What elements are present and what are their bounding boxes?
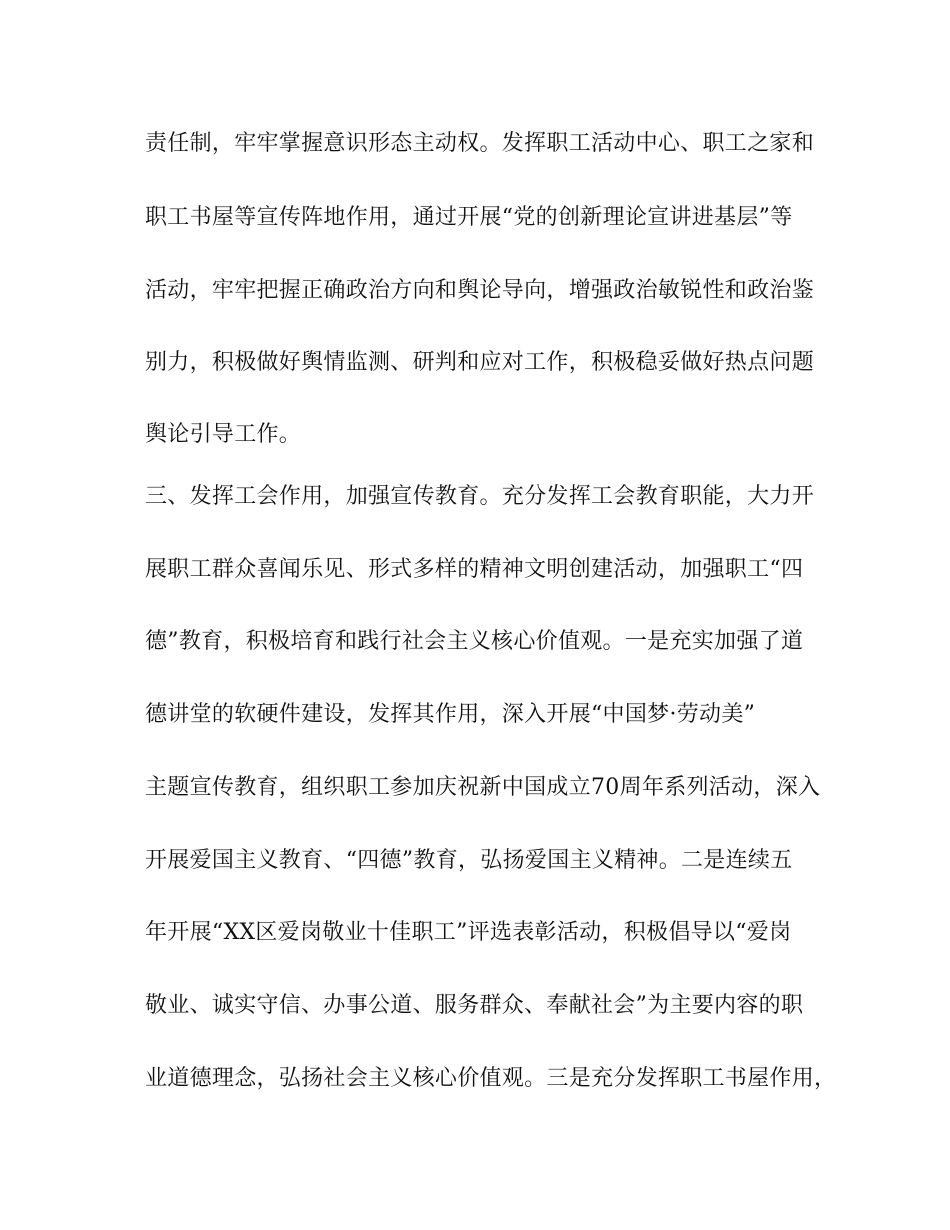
text-line: 舆论引导工作。 xyxy=(145,422,302,447)
text-line: 别力，积极做好舆情监测、研判和应对工作，积极稳妥做好热点问题 xyxy=(145,350,815,375)
text-line: 开展爱国主义教育、“四德”教育，弘扬爱国主义精神。二是连续五 xyxy=(145,848,793,873)
text-line: 德”教育，积极培育和践行社会主义核心价值观。一是充实加强了道 xyxy=(145,629,804,654)
text-line: 年开展“XX区爱岗敬业十佳职工”评选表彰活动，积极倡导以“爱岗 xyxy=(145,920,792,945)
text-line: 职工书屋等宣传阵地作用，通过开展“党的创新理论宣讲进基层”等 xyxy=(145,205,793,230)
text-line: 德讲堂的软硬件建设，发挥其作用，深入开展“中国梦·劳动美” xyxy=(145,702,756,727)
text-line: 展职工群众喜闻乐见、形式多样的精神文明创建活动，加强职工“四 xyxy=(145,557,804,582)
text-line: 主题宣传教育，组织职工参加庆祝新中国成立70周年系列活动，深入 xyxy=(145,775,821,800)
text-line: 责任制，牢牢掌握意识形态主动权。发挥职工活动中心、职工之家和 xyxy=(145,131,815,156)
text-line: 业道德理念，弘扬社会主义核心价值观。三是充分发挥职工书屋作用， xyxy=(145,1066,837,1091)
text-line: 活动，牢牢把握正确政治方向和舆论导向，增强政治敏锐性和政治鉴 xyxy=(145,278,815,303)
text-line: 敬业、诚实守信、办事公道、服务群众、奉献社会”为主要内容的职 xyxy=(145,993,804,1018)
section-heading-line: 三、发挥工会作用，加强宣传教育。充分发挥工会教育职能，大力开 xyxy=(145,484,815,509)
